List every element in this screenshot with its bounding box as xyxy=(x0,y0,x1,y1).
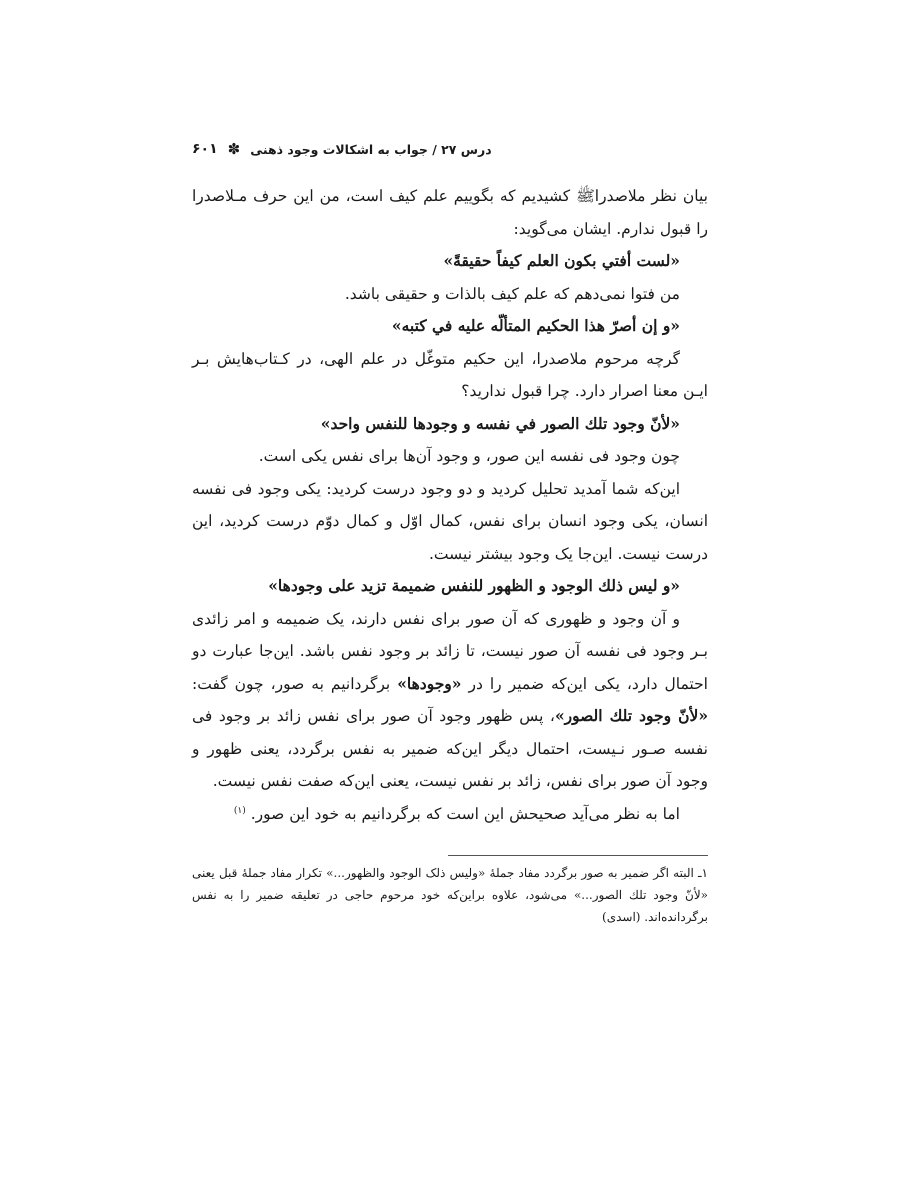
footnote xyxy=(192,862,708,928)
arabic-quote: «و ليس ذلك الوجود و الظهور للنفس ضميمة تزيد على وجودها» xyxy=(268,576,680,595)
paragraph xyxy=(192,603,708,798)
paragraph: بیان نظر ملاصدراﷺ کشیدیم که بگوییم علم کیف است، من این حرف مـلاصدرا را قبول ندارم. ایشان می‌گوید: xyxy=(192,187,708,238)
footnote-reference: (۱) xyxy=(233,805,246,816)
arabic-quote: «و إن أصرّ هذا الحكيم المتألّه عليه في كتبه» xyxy=(391,316,680,335)
body-text xyxy=(192,180,708,830)
inline-quote: «وجودها» xyxy=(397,673,462,693)
paragraph-text: اما به نظر می‌آید صحیحش این است که برگردانیم به خود این صور. xyxy=(250,804,680,823)
paragraph-text: و آن وجود و ظهوری که آن صور برای نفس دارند، یک ضمیمه و امر زائدی بـر وجود فی نفسه آن صور نیست، تا زائد بر وجود نفس باشد. این‌جا عبارت دو احتمال دارد، یکی این‌که ضمیر را در xyxy=(192,609,708,693)
paragraph xyxy=(192,798,708,831)
running-title: درس ۲۷ / جواب به اشکالات وجود ذهنی xyxy=(250,141,492,157)
arabic-quote: «لست أفتي بكون العلم كيفاً حقيقةً» xyxy=(443,251,680,270)
page-number: ۶۰۱ xyxy=(192,141,218,157)
paragraph: این‌که شما آمدید تحلیل کردید و دو وجود درست کردید: یکی وجود فی نفسه انسان، یکی وجود انسان برای نفس، کمال اوّل و کمال دوّم درست کردید، این درست نیست. این‌جا یک وجود بیشتر نیست. xyxy=(192,479,708,563)
footnote-divider xyxy=(448,855,708,856)
paragraph-text: ، پس ظهور وجود آن صور برای نفس زائد بر وجود فی نفسه صـور نـیست، احتمال دیگر این‌که ضمیر به نفس برگردد، یعنی ظهور و وجود آن صور برای نفس، زائد بر نفس نیست، یعنی این‌که صفت نفس نیست. xyxy=(192,707,708,790)
running-header xyxy=(192,137,708,161)
arabic-quote: «لأنّ وجود تلك الصور في نفسه و وجودها للنفس واحد» xyxy=(320,413,680,433)
flower-ornament-icon: ✽ xyxy=(227,139,241,158)
paragraph-text: برگردانیم به صور، چون گفت: xyxy=(192,674,398,693)
paragraph: گرچه مرحوم ملاصدرا، این حکیم متوغّل در علم الهی، در کـتاب‌هایش بـر ایـن معنا اصرار دارد. چرا قبول ندارید؟ xyxy=(192,349,708,400)
inline-quote: «لأنّ وجود تلك الصور» xyxy=(554,706,709,725)
paragraph: چون وجود فی نفسه این صور، و وجود آن‌ها برای نفس یکی است. xyxy=(258,447,680,465)
paragraph: من فتوا نمی‌دهم که علم کیف بالذات و حقیقی باشد. xyxy=(344,284,680,303)
footnote-text: ۱ـ البته اگر ضمیر به صور برگردد مفاد جملهٔ «ولیس ذلک الوجود والظهور...» تکرار مفاد جملهٔ قبل یعنی «لأنّ وجود تلك الصور...» می‌شود، علاوه براین‌که خود مرحوم حاجی در تعلیقه ضمیر را به نفس برگردانده‌اند. (اسدی) xyxy=(192,866,708,924)
